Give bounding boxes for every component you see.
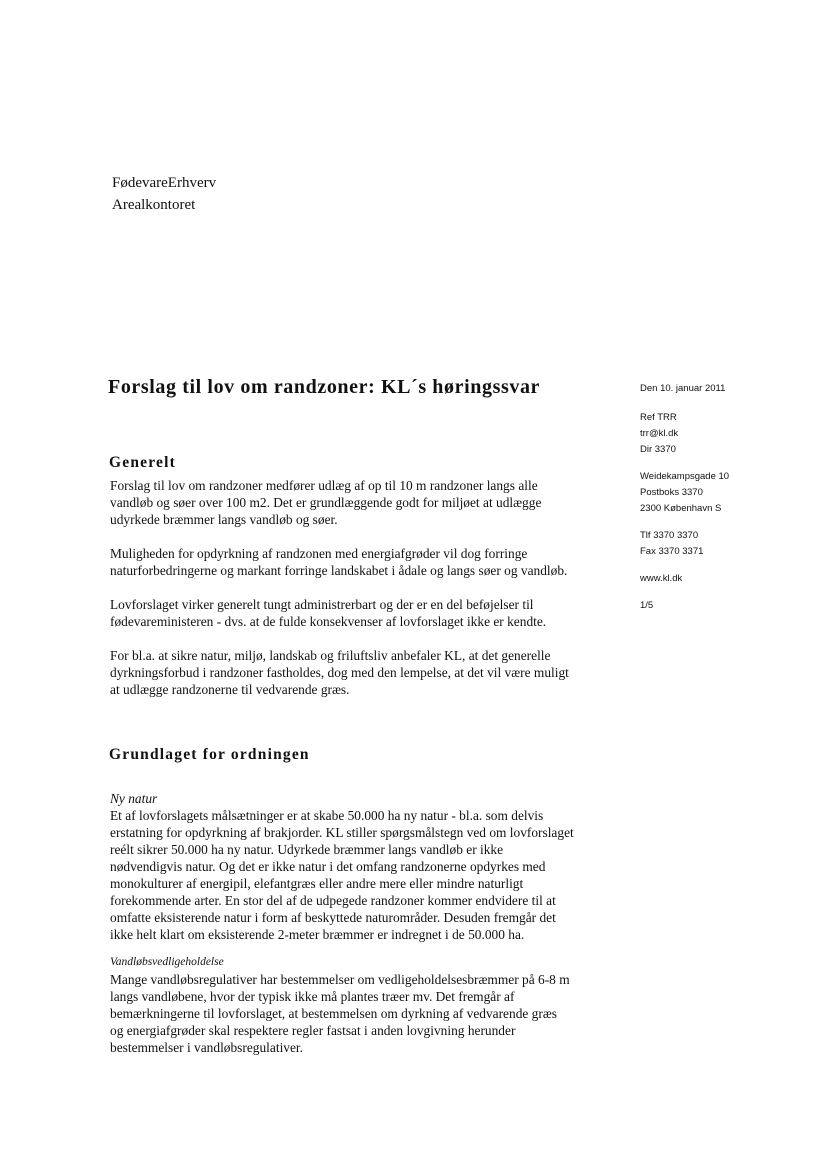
section-heading-generelt: Generelt: [109, 454, 176, 471]
text-line: monokulturer af energipil, elefantgræs eller andre mere eller mindre naturligt: [110, 876, 524, 891]
text-line: Forslag til lov om randzoner medfører udlæg af op til 10 m randzoner langs alle: [110, 478, 538, 493]
text-line: forekommende arter. En stor del af de udpegede randzoner kommer endvidere til at: [110, 893, 556, 908]
recipient-department: Arealkontoret: [112, 197, 196, 213]
fax: Fax 3370 3371: [640, 546, 704, 557]
section-heading-grundlaget: Grundlaget for ordningen: [109, 746, 310, 763]
text-line: ikke helt klart om eksisterende 2-meter bræmmer er indregnet i de 50.000 ha.: [110, 927, 525, 942]
text-line: langs vandløbene, hvor der typisk ikke må plantes træer mv. Det fremgår af: [110, 989, 515, 1004]
text-line: vandløb og søer over 100 m2. Det er grundlæggende godt for miljøet at udlægge: [110, 495, 542, 510]
paragraph: [110, 647, 569, 698]
text-line: bestemmelser i vandløbsregulativer.: [110, 1040, 303, 1055]
paragraph: [110, 790, 574, 943]
postbox: Postboks 3370: [640, 487, 703, 498]
paragraph: [110, 954, 570, 1056]
text-line: Et af lovforslagets målsætninger er at skabe 50.000 ha ny natur - bl.a. som delvis: [110, 808, 544, 823]
text-line: nødvendigvis natur. Og det er ikke natur i det omfang randzonerne opdyrkes med: [110, 859, 546, 874]
text-line: bemærkningerne til lovforslaget, at bestemmelsen om dyrkning af vedvarende græs: [110, 1006, 557, 1021]
reference: Ref TRR: [640, 412, 677, 423]
recipient-organization: FødevareErhverv: [112, 175, 217, 191]
text-line: og energiafgrøder skal respektere regler fastsat i anden lovgivning herunder: [110, 1023, 516, 1038]
recipient-address: [112, 172, 216, 216]
subheading-ny-natur: Ny natur: [110, 791, 158, 806]
text-line: fødevareministeren - dvs. at de fulde konsekvenser af lovforslaget ikke er kendte.: [110, 614, 547, 629]
text-line: erstatning for opdyrkning af brakjorder. KL stiller spørgsmålstegn ved om lovforslaget: [110, 825, 574, 840]
text-line: udyrkede bræmmer langs vandløb og søer.: [110, 512, 338, 527]
email: trr@kl.dk: [640, 428, 679, 439]
text-line: omfatte eksisterende natur i form af beskyttede naturområder. Desuden fremgår det: [110, 910, 556, 925]
paragraph: [110, 477, 541, 528]
text-line: For bl.a. at sikre natur, miljø, landskab og friluftsliv anbefaler KL, at det generelle: [110, 648, 551, 663]
text-line: Mange vandløbsregulativer har bestemmelser om vedligeholdelsesbræmmer på 6-8 m: [110, 972, 570, 987]
direct-phone: Dir 3370: [640, 444, 676, 455]
page-number: 1/5: [640, 600, 654, 611]
phone: Tlf 3370 3370: [640, 530, 699, 541]
street-address: Weidekampsgade 10: [640, 471, 730, 482]
text-line: reélt sikrer 50.000 ha ny natur. Udyrkede bræmmer langs vandløb er ikke: [110, 842, 504, 857]
letter-date: Den 10. januar 2011: [640, 383, 726, 394]
website: www.kl.dk: [640, 573, 683, 584]
text-line: Lovforslaget virker generelt tungt administrerbart og der er en del beføjelser til: [110, 597, 534, 612]
subheading-vandlobsvedligeholdelse: Vandløbsvedligeholdelse: [110, 956, 224, 968]
postal-city: 2300 København S: [640, 503, 722, 514]
sender-info-sidebar: [640, 381, 729, 614]
document-title: Forslag til lov om randzoner: KL´s høringssvar: [108, 376, 541, 398]
paragraph: [110, 596, 546, 630]
text-line: Muligheden for opdyrkning af randzonen med energiafgrøder vil dog forringe: [110, 546, 528, 561]
text-line: dyrkningsforbud i randzoner fastholdes, dog med den lempelse, at det vil være muligt: [110, 665, 569, 680]
text-line: at udlægge randzonerne til vedvarende græs.: [110, 682, 350, 697]
text-line: naturforbedringerne og markant forringe landskabet i ådale og langs søer og vandløb.: [110, 563, 568, 578]
paragraph: [110, 545, 567, 579]
